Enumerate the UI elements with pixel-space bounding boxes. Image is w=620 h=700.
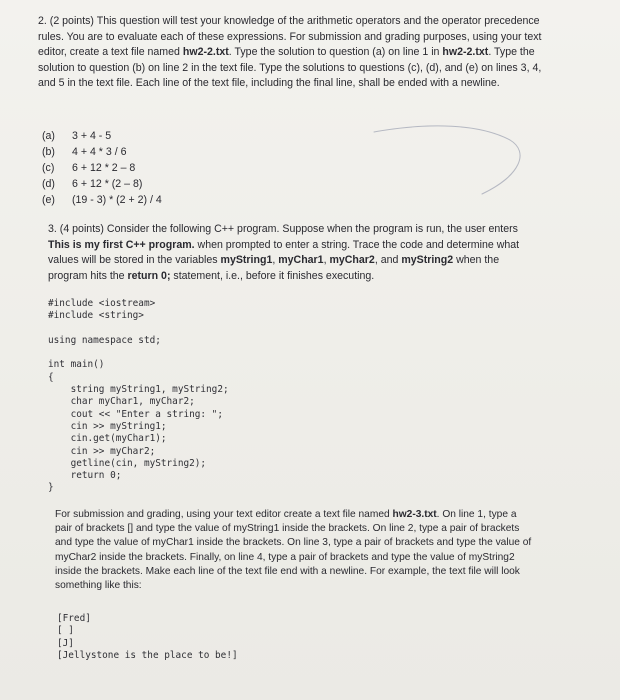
- pen-stroke-mark: [370, 120, 530, 210]
- question-3-number: 3.: [48, 223, 57, 235]
- return-statement: return 0;: [127, 269, 171, 282]
- question-3-points: (4 points): [59, 223, 104, 235]
- expression-text: (19 - 3) * (2 + 2) / 4: [72, 194, 162, 206]
- expression-label: (c): [42, 162, 55, 174]
- expression-label: (b): [42, 146, 55, 158]
- var-mychar2: myChar2: [329, 254, 375, 267]
- submission-instructions: [55, 508, 535, 593]
- filename-hw2-2-second: hw2-2.txt: [442, 46, 489, 59]
- user-input-text: This is my first C++ program.: [48, 238, 195, 251]
- expression-text: 3 + 4 - 5: [72, 130, 112, 142]
- var-mychar1: myChar1: [278, 254, 324, 267]
- expression-text: 6 + 12 * (2 – 8): [72, 178, 143, 190]
- question-2-number: 2.: [38, 15, 47, 27]
- expression-label: (a): [42, 130, 55, 142]
- filename-hw2-2: hw2-2.txt: [182, 46, 229, 59]
- var-mystring1: myString1: [220, 254, 273, 267]
- filename-hw2-3: hw2-3.txt: [392, 509, 437, 520]
- question-2-points: (2 points): [49, 15, 94, 27]
- expression-e: [42, 192, 162, 208]
- question-3-text: 3. (4 points) Consider the following C++ program. Suppose when the program is run, the user enters This is my first C++ program. when prompted to enter a string. Trace the code and determine what values will be stored in the variables myString1, myChar1, myChar2, and myString2 when the program hits the return 0; statement, i.e., before it finishes executing.: [48, 223, 520, 282]
- expression-text: 6 + 12 * 2 – 8: [72, 162, 136, 174]
- submission-text: For submission and grading, using your text editor create a text file named hw2-3.txt. On line 1, type a pair of brackets [] and type the value of myString1 inside the brackets. On line 2, type a pair of brackets and type the value of myChar1 inside the brackets. On line 3, type a pair of brackets and type the value of myChar2 inside the brackets. Finally, on line 4, type a pair of brackets and type the value of myString2 inside the brackets. Make each line of the text file end with a newline. For example, the text file will look something like this:: [55, 509, 532, 592]
- expression-a: [42, 128, 162, 144]
- question-3: [48, 222, 540, 284]
- var-mystring2: myString2: [401, 254, 454, 267]
- expression-label: (d): [42, 178, 55, 190]
- expression-label: (e): [42, 194, 55, 206]
- question-2-text: 2. (2 points) This question will test your knowledge of the arithmetic operators and the operator precedence rules. You are to evaluate each of these expressions. For submission and grading purposes, using your text editor, create a text file named hw2-2.txt. Type the solution to question (a) on line 1 in hw2-2.txt. Type the solution to question (b) on line 2 in the text file. Type the solutions to questions (c), (d), and (e) on lines 3, 4, and 5 in the text file. Each line of the text file, including the final line, shall be ended with a newline.: [38, 15, 542, 90]
- cpp-code-block: #include <iostream> #include <string> using namespace std; int main() { string myString1, myString2; char myChar1, myChar2; cout << "Enter a string: "; cin >> myString1; cin.get(myChar1); cin >> myChar2; getline(cin, myString2); return 0; }: [48, 298, 229, 494]
- expression-b: [42, 144, 162, 160]
- expression-text: 4 + 4 * 3 / 6: [72, 146, 127, 158]
- expression-d: [42, 176, 162, 192]
- expression-list: [42, 128, 162, 208]
- question-2: [38, 14, 548, 92]
- example-output-block: [Fred] [ ] [J] [Jellystone is the place to be!]: [57, 613, 238, 661]
- expression-c: [42, 160, 162, 176]
